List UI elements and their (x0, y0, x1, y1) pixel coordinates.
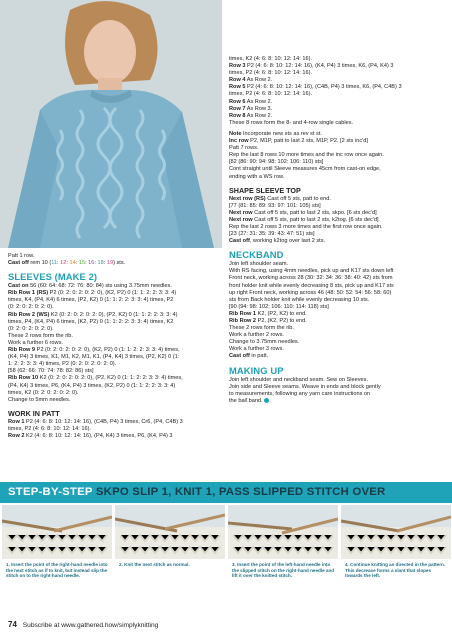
neckband-line: front holder knit while evenly decreasing 8 sts, pick up and K17 sts (229, 282, 394, 289)
making-up-line: Join left shoulder and neckband seam. Sew on Sleeves. (229, 376, 368, 383)
neckband-line: Front neck, working across 28 (30: 32: 34: 36: 38: 40: 42) sts from (229, 275, 393, 282)
step-by-step-banner (0, 482, 452, 503)
sleeves-line: (0: 2: 0: 2: 0: 2: 0). (8, 304, 54, 311)
making-up-heading: MAKING UP (229, 364, 284, 376)
note-line: Cont straight until Sleeve measures 45cm from cast-on edge, (229, 166, 381, 173)
model-photo (0, 0, 222, 248)
sleeves-line: (K4, P4) 3 times, K1, M1, K2, M1, K1, (P4, K4) 3 times, (P2, K2) 0 (1: (8, 354, 180, 361)
step-1 (2, 505, 112, 583)
sleeves-line: 1: 2: 2: 3: 3: 4) times, P2 (0: 2: 0: 2: 0: 2: 0). (8, 361, 117, 368)
neckband-line: Rib Row 1 K2, (P2, K2) to end. (229, 310, 307, 317)
note-line: ending with a WS row. (229, 173, 285, 180)
making-up-line: Join side and Sleeve seams. Weave in ends and block gently (229, 383, 381, 390)
sweater-illustration (0, 0, 222, 248)
sleeves-line: Rib Row 1 (RS) P2 (0: 2: 0: 2: 0: 2: 0), (K2, P2) 0 (1: 1: 2: 2: 3: 3: 4) (8, 290, 177, 297)
note-line: Inc row P2, M1P, patt to last 2 sts, M1P, P2. [2 sts inc'd] (229, 138, 368, 145)
step-3-caption: 3. Insert the point of the left-hand needle into the slipped stitch on the right-hand needle and lift it over the knitted stitch. (232, 562, 335, 579)
note-line: Patt 7 rows. (229, 145, 259, 152)
neckband-line: up right Front neck, working across 46 (48: 50: 52: 54: 56: 58: 60) (229, 289, 392, 296)
making-up-line-last: the ball band. (229, 397, 263, 404)
left-column (8, 253, 218, 440)
neckband-line: Work a further 3 rows. (229, 346, 284, 353)
work-in-patt-heading: WORK IN PATT (8, 408, 60, 418)
making-up-line: to measurements, following any yarn care instructions on (229, 390, 371, 397)
sleeves-line: Change to 5mm needles. (8, 396, 71, 403)
pattern-line: times, P2 (4: 6: 8: 10: 12: 14: 16). (229, 91, 313, 98)
note-line: [82 (86: 90: 94: 98: 102: 106: 110) sts] (229, 159, 324, 166)
neckband-line: sts from Back holder knit while evenly decreasing 10 sts. (229, 296, 370, 303)
neckband-line: Cast off in patt. (229, 353, 269, 360)
sleeves-line: Work a further 6 rows. (8, 339, 63, 346)
patt-line: times, P2 (4: 6: 8: 10: 12: 14: 16). (8, 425, 92, 432)
banner-title-main: STEP-BY-STEP (8, 486, 93, 498)
knitting-needles-icon (341, 505, 451, 559)
subscribe-link[interactable]: Subscribe at www.gathered.how/simplyknitting (22, 622, 159, 629)
knitting-needles-icon (228, 505, 338, 559)
pattern-line: Row 4 As Row 2. (229, 77, 273, 84)
shape-sleeve-top-heading: SHAPE SLEEVE TOP (229, 185, 301, 195)
pattern-line: These 8 rows form the 8- and 4-row single cables. (229, 119, 354, 126)
patt-row-line: Patt 1 row. (8, 253, 35, 259)
sleeves-line: Rib Row 2 (WS) K2 (0: 2: 0: 2: 0: 2: 0), (P2, K2) 0 (1: 1: 2: 2: 3: 3: 4) (8, 311, 178, 318)
page-footer (8, 620, 158, 629)
step-2 (115, 505, 225, 583)
step-3-photo (228, 505, 338, 559)
page-number: 74 (8, 620, 17, 629)
sleeve-top-line: Next row Cast off 5 sts, patt to last 2 sts, k2tog. [6 sts dec'd] (229, 216, 379, 223)
neckband-line: Join left shoulder seam. (229, 261, 289, 268)
pattern-line: Row 3 P2 (4: 6: 8: 10: 12: 14: 16), (K4, P4) 3 times, K6, (P4, K4) 3 (229, 63, 394, 70)
right-column (229, 56, 445, 405)
sleeves-line: Cast on 56 (60: 64: 68: 72: 76: 80: 84) sts using 3.75mm needles. (8, 283, 172, 290)
sleeve-top-line: Next row (RS) Cast off 5 sts, patt to end. (229, 195, 331, 202)
sleeves-line: times, K2 (0: 2: 0: 2: 0: 2: 0). (8, 389, 79, 396)
neckband-line: Change to 3.75mm needles. (229, 339, 300, 346)
sleeves-line: Rib Row 9 P2 (0: 2: 0: 2: 0: 2: 0), (K2, P2) 0 (1: 1: 2: 2: 3: 3: 4) times, (8, 347, 180, 354)
patt-line: Row 2 K2 (4: 6: 8: 10: 12: 14: 16), (P4, K4) 3 times, P6, (K4, P4) 3 (8, 432, 173, 439)
neckband-heading: NECKBAND (229, 249, 284, 261)
sleeves-line: These 2 rows form the rib. (8, 332, 73, 339)
step-4 (341, 505, 451, 583)
sleeve-top-line: [23 (27: 31: 35: 39: 43: 47: 51) sts] (229, 231, 315, 238)
sleeve-top-line: Cast off, working k2tog over last 2 sts. (229, 238, 326, 245)
knitting-needles-icon (2, 505, 112, 559)
end-mark-icon (264, 398, 269, 403)
neckband-line: These 2 rows form the rib. (229, 325, 294, 332)
sleeves-line: (0: 2: 0: 2: 0: 2: 0). (8, 325, 54, 332)
neckband-line: [90 (94: 98: 102: 106: 110: 114: 118) sts] (229, 303, 329, 310)
step-1-photo (2, 505, 112, 559)
pattern-line: times, K2 (4: 6: 8: 10: 12: 14: 16). (229, 56, 313, 62)
neckband-line: With RS facing, using 4mm needles, pick up and K17 sts down left (229, 268, 394, 275)
banner-subtitle: SKPO SLIP 1, KNIT 1, PASS SLIPPED STITCH OVER (95, 486, 386, 498)
step-4-photo (341, 505, 451, 559)
patt-line: Row 1 P2 (4: 6: 8: 10: 12: 14: 16), (C4B, P4) 3 times, Cr6, (P4, C4B) 3 (8, 418, 183, 425)
step-2-caption: 2. Knit the next stitch as normal. (119, 562, 190, 567)
pattern-line: times, P2 (4: 6: 8: 10: 12: 14: 16). (229, 70, 313, 77)
banner-title (8, 486, 385, 498)
sleeve-top-line: Rep the last 2 rows 3 more times and the first row once again. (229, 223, 383, 230)
pattern-line: Row 8 As Row 2. (229, 112, 273, 119)
note-line: Note Incorporate new sts as rev st st. (229, 130, 322, 137)
sleeve-top-line: [77 (81: 85: 89: 93: 97: 101: 105) sts] (229, 202, 321, 209)
sleeves-line: [58 (62: 66: 70: 74: 78: 82: 86) sts] (8, 368, 94, 375)
step-2-photo (115, 505, 225, 559)
pattern-line: Row 5 P2 (4: 6: 8: 10: 12: 14: 16), (C4B, P4) 3 times, K6, (P4, C4B) 3 (229, 84, 402, 91)
cast-off-line: Cast off rem 10 (11: 12: 14: 15: 16: 18: 19) sts. (8, 260, 126, 267)
neckband-line: Work a further 2 rows. (229, 332, 284, 339)
note-line: Rep the last 8 rows 10 more times and the inc row once again. (229, 152, 384, 159)
step-4-caption: 4. Continue knitting as directed in the pattern. This decrease forms a slant that slopes towards the left. (345, 562, 446, 579)
sleeves-line: Rib Row 10 K2 (0: 2: 0: 2: 0: 2: 0), (P2, K2) 0 (1: 1: 2: 2: 3: 3: 4) times, (8, 375, 183, 382)
sleeves-line: times, K4, (P4, K4) 6 times, (P2, K2) 0 (1: 1: 2: 2: 3: 3: 4) times, P2 (8, 297, 174, 304)
neckband-line: Rib Row 2 P2, (K2, P2) to end. (229, 318, 307, 324)
pattern-line: Row 7 As Row 3. (229, 105, 273, 112)
knitting-needles-icon (115, 505, 225, 559)
making-up-line (229, 398, 445, 405)
pattern-line: Row 6 As Row 2. (229, 98, 273, 105)
sleeves-heading: SLEEVES (MAKE 2) (8, 271, 98, 283)
sleeves-line: (P4, K4) 3 times, P6, (K4, P4) 3 times, (K2, P2) 0 (1: 1: 2: 2: 3: 3: 4) (8, 382, 176, 389)
step-photos (0, 505, 452, 583)
sleeve-top-line: Next row Cast off 5 sts, patt to last 2 sts, skpo. [6 sts dec'd] (229, 209, 377, 216)
step-1-caption: 1. Insert the point of the right-hand needle into the next stitch as if to knit, but instead slip the stitch on to the right-hand needle. (6, 562, 108, 579)
sleeves-line: times, P4, (K4, P4) 6 times, (K2, P2) 0 (1: 1: 2: 2: 3: 3: 4) times, K2 (8, 318, 174, 325)
step-3 (228, 505, 338, 583)
